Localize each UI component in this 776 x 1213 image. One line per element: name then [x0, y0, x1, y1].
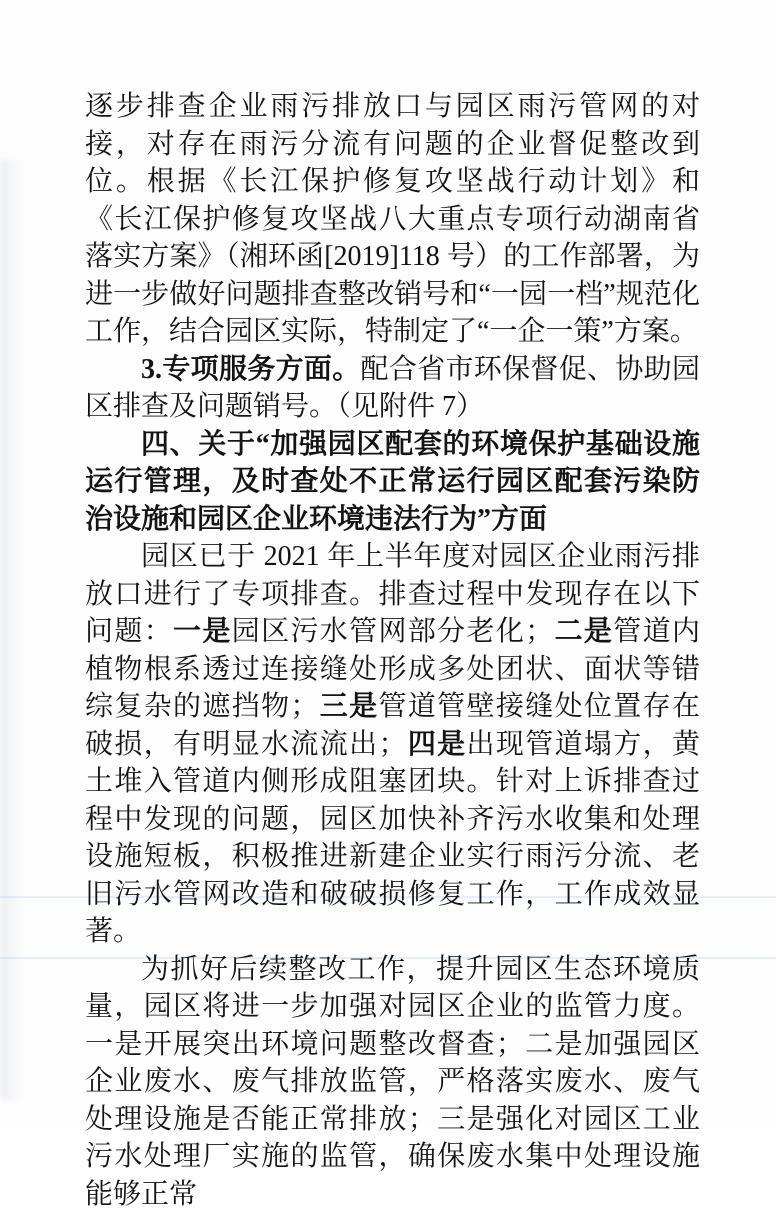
text-run: 管道管壁接缝处位置存在破损，有明显水流流出；: [85, 691, 700, 760]
bold-text-run: 一是: [173, 616, 232, 647]
paragraph: [85, 351, 700, 426]
paragraph: [85, 538, 700, 951]
bold-text-run: 3.专项服务方面。: [141, 354, 361, 385]
bold-text-run: 四、关于“加强园区配套的环境保护基础设施运行管理，及时查处不正常运行园区配套污染防治设施和园区企业环境违法行为”方面: [85, 429, 700, 535]
section-heading: [85, 426, 700, 539]
bold-text-run: 三是: [318, 691, 378, 722]
text-run: 园区已于 2021 年上半年度对园区企业雨污排放口进行了专项排查。排查过程中发现存在以下问题：: [85, 541, 700, 647]
document-text-block: [85, 88, 700, 1213]
text-run: 园区污水管网部分老化；: [232, 616, 553, 647]
text-run: 配合省市环保督促、协助园区排查及问题销号。（见附件 7）: [85, 354, 700, 423]
text-run: 管道内植物根系透过连接缝处形成多处团状、面状等错综复杂的遮挡物；: [85, 616, 700, 722]
text-run: 逐步排查企业雨污排放口与园区雨污管网的对接，对存在雨污分流有问题的企业督促整改到位。根据《长江保护修复攻坚战行动计划》和《长江保护修复攻坚战八大重点专项行动湖南省落实方案》（湘环函[2019]118 号）的工作部署，为进一步做好问题排查整改销号和“一园一档”规范化工作，结合园区实际，特制定了“一企一策”方案。: [85, 91, 700, 347]
bold-text-run: 二是: [553, 616, 613, 647]
scan-edge-smudge: [0, 160, 22, 1100]
paragraph: [85, 951, 700, 1213]
text-run: 出现管道塌方，黄土堆入管道内侧形成阻塞团块。针对上诉排查过程中发现的问题，园区加快补齐污水收集和处理设施短板，积极推进新建企业实行雨污分流、老旧污水管网改造和破破损修复工作，工作成效显著。: [85, 729, 700, 948]
bold-text-run: 四是: [406, 729, 466, 760]
text-run: 为抓好后续整改工作，提升园区生态环境质量，园区将进一步加强对园区企业的监管力度。一是开展突出环境问题整改督查；二是加强园区企业废水、废气排放监管，严格落实废水、废气处理设施是否能正常排放；三是强化对园区工业污水处理厂实施的监管，确保废水集中处理设施能够正常: [85, 954, 700, 1210]
paragraph: [85, 88, 700, 351]
